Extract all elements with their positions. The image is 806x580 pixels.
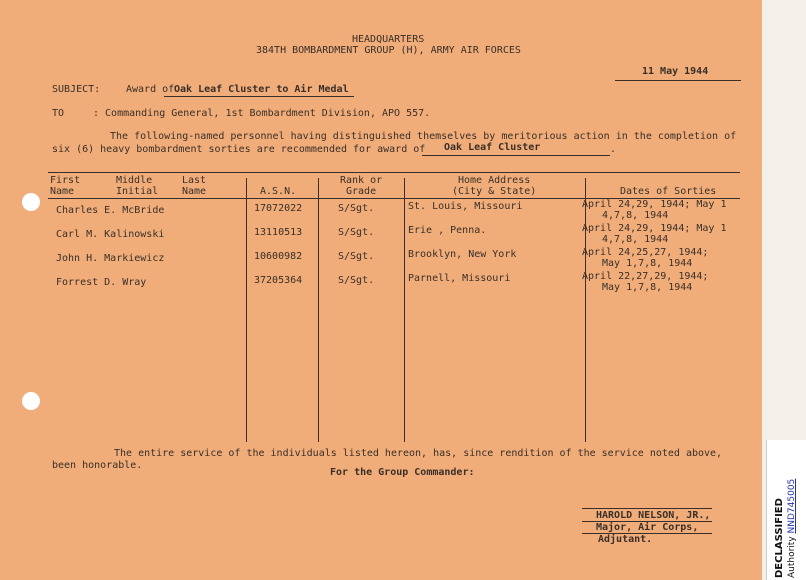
row-dates-line2: May 1,7,8, 1944 (602, 258, 693, 269)
column-divider-asn (318, 178, 319, 442)
authority-number: NND745005 (787, 478, 797, 534)
to-text: : Commanding General, 1st Bombardment Division, APO 557. (93, 108, 431, 119)
signature-rule-top (582, 508, 712, 509)
header-line2: 384TH BOMBARDMENT GROUP (H), ARMY AIR FORCES (256, 45, 521, 56)
row-rank: S/Sgt. (338, 203, 375, 214)
row-dates-line2: 4,7,8, 1944 (602, 210, 669, 221)
header-middle: Middle (116, 175, 153, 186)
punch-hole-bottom (22, 392, 40, 410)
footer-line1: The entire service of the individuals listed hereon, has, since rendition of the service noted above, (114, 448, 723, 459)
header-last: Last (182, 175, 207, 186)
header-line1: HEADQUARTERS (352, 34, 425, 45)
document-date: 11 May 1944 (642, 66, 709, 77)
subject-underline (164, 96, 354, 97)
row-asn: 37205364 (254, 275, 303, 286)
punch-hole-top (22, 193, 40, 211)
row-address: Parnell, Missouri (408, 273, 511, 284)
subject-prefix: Award of (126, 84, 175, 95)
header-asn: A.S.N. (260, 186, 297, 197)
header-first-name: Name (50, 186, 75, 197)
declassified-title: DECLASSIFIED (774, 498, 785, 578)
row-address: Erie , Penna. (408, 225, 487, 236)
row-asn: 10600982 (254, 251, 303, 262)
column-divider-address (585, 178, 586, 442)
authority-label: Authority (787, 536, 797, 578)
row-dates-line1: April 24,25,27, 1944; (582, 247, 709, 258)
signature-name: HAROLD NELSON, JR., (596, 510, 711, 521)
header-address2: (City & State) (452, 186, 537, 197)
row-rank: S/Sgt. (338, 227, 375, 238)
table-top-rule (48, 172, 740, 173)
header-dates: Dates of Sorties (620, 186, 717, 197)
body-line2-prefix: six (6) heavy bombardment sorties are recommended for award of (52, 144, 426, 155)
row-address: Brooklyn, New York (408, 249, 517, 260)
row-dates-line1: April 24,29, 1944; May 1 (582, 199, 727, 210)
row-asn: 17072022 (254, 203, 303, 214)
row-dates-line2: May 1,7,8, 1944 (602, 282, 693, 293)
header-initial: Initial (116, 186, 159, 197)
body-line2-award: Oak Leaf Cluster (444, 142, 541, 153)
header-address1: Home Address (458, 175, 531, 186)
row-name: Charles E. McBride (56, 205, 165, 216)
row-asn: 13110513 (254, 227, 303, 238)
row-name: John H. Markiewicz (56, 253, 165, 264)
body-award-underline (422, 155, 610, 156)
header-rank2: Grade (346, 186, 377, 197)
subject-award: Oak Leaf Cluster to Air Medal (174, 84, 349, 95)
to-label: TO (52, 108, 65, 119)
body-line1: The following-named personnel having distinguished themselves by meritorious action in the completion of (110, 131, 737, 142)
row-rank: S/Sgt. (338, 251, 375, 262)
row-rank: S/Sgt. (338, 275, 375, 286)
for-group-commander: For the Group Commander: (330, 467, 475, 478)
signature-title2: Adjutant. (598, 534, 653, 545)
row-dates-line2: 4,7,8, 1944 (602, 234, 669, 245)
footer-line2: been honorable. (52, 460, 143, 471)
signature-title1: Major, Air Corps, (596, 522, 699, 533)
header-rank1: Rank or (340, 175, 383, 186)
row-address: St. Louis, Missouri (408, 201, 523, 212)
subject-label: SUBJECT: (52, 84, 101, 95)
column-divider-rank (404, 178, 405, 442)
declassified-stamp (766, 440, 806, 580)
body-line2-end: . (610, 144, 617, 155)
date-underline (615, 80, 741, 81)
row-name: Carl M. Kalinowski (56, 229, 165, 240)
row-dates-line1: April 22,27,29, 1944; (582, 271, 709, 282)
row-name: Forrest D. Wray (56, 277, 147, 288)
row-dates-line1: April 24,29, 1944; May 1 (582, 223, 727, 234)
header-first: First (50, 175, 81, 186)
header-last-name: Name (182, 186, 207, 197)
column-divider-name (246, 178, 247, 442)
